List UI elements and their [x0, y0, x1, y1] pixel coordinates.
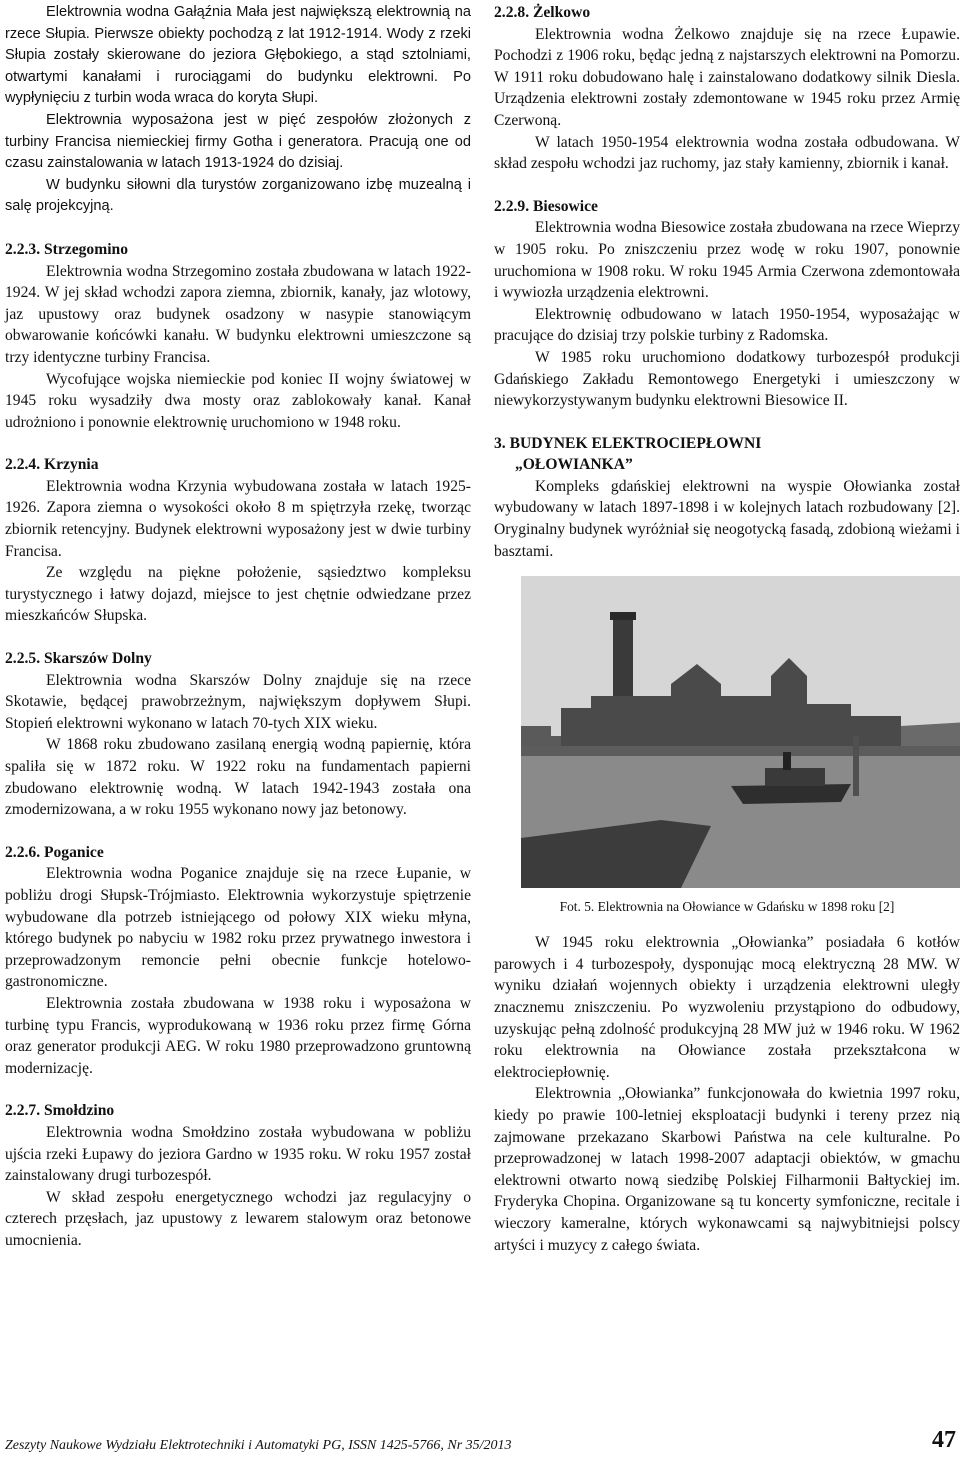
section-heading-strzegomino: 2.2.3. Strzegomino: [5, 240, 128, 258]
paragraph: W 1868 roku zbudowano zasilaną energią wodną papiernię, która spaliła się w 1872 roku. W 1922 roku na fundamentach papierni zbudowano elektrownię wodną. W latach 1942-1943 została ona zmodernizowana, a w roku 1955 wykonano nowy jaz betonowy.: [5, 736, 471, 819]
paragraph: W latach 1950-1954 elektrownia wodna została odbudowana. W skład zespołu wchodzi jaz ruchomy, jaz stały kamienny, zbiornik i kanał.: [494, 133, 960, 173]
paragraph: Elektrownia wodna Żelkowo znajduje się na rzece Łupawie. Pochodzi z 1906 roku, będąc jedną z najstarszych elektrowni na Pomorzu. W 1911 roku dobudowano halę i zainstalowano dodatkowy silnik Diesla. Urządzenia elektrowni zostały zdemontowane w 1945 roku przez Armię Czerwoną.: [494, 25, 960, 129]
page-footer: [5, 1427, 960, 1456]
paragraph: Elektrownia wodna Krzynia wybudowana została w latach 1925-1926. Zapora ziemna o wysokości około 8 m spiętrzyła rzekę, tworząc zbiornik retencyjny. Budynek elektrowni wyposażony jest w dwie turbiny Francisa.: [5, 477, 471, 560]
page-number: 47: [932, 1427, 956, 1453]
paragraph: Elektrownia wyposażona jest w pięć zespołów złożonych z turbiny Francisa niemieckiej firmy Gotha i generatora. Pracują one od czasu zainstalowania w latach 1913-1924 do dzisiaj.: [5, 111, 471, 172]
section-heading-skarszow-dolny: 2.2.5. Skarszów Dolny: [5, 650, 152, 668]
section-heading-smoldzino: 2.2.7. Smołdzino: [5, 1102, 115, 1120]
steamboat: [731, 784, 851, 804]
figure-caption: Fot. 5. Elektrownia na Ołowiance w Gdańsku w 1898 roku [2]: [559, 899, 895, 915]
left-column: [5, 2, 471, 1251]
section-heading-biesowice: 2.2.9. Biesowice: [494, 197, 598, 215]
paragraph: Elektrownia wodna Smołdzino została wybudowana w pobliżu ujścia rzeki Łupawy do jeziora Gardno w 1935 roku. W roku 1957 został zainstalowany drugi turbozespół.: [5, 1123, 471, 1185]
section-heading-krzynia: 2.2.4. Krzynia: [5, 456, 99, 474]
paragraph: Wycofujące wojska niemieckie pod koniec II wojny światowej w 1945 roku wysadziły dwa mosty oraz zablokowały kanał. Kanał udrożniono i ponownie elektrownię uruchomiono w 1948 roku.: [5, 370, 471, 431]
paragraph: Elektrownia wodna Strzegomino została zbudowana w latach 1922-1924. W jej skład wchodzi zapora ziemna, zbiornik, kanały, jaz wlotowy, jaz upustowy oraz budynek osadzony w nasypie stanowiącym obwarowanie końcówki kanału. W budynku elektrowni umieszczone są trzy identyczne turbiny Francisa.: [5, 262, 471, 366]
paragraph: Elektrownia została zbudowana w 1938 roku i wyposażona w turbinę typu Francis, wyprodukowaną w 1936 roku przez firmę Górna oraz generator produkcji AEG. W roku 1980 przeprowadzono gruntowną modernizację.: [5, 994, 471, 1077]
paragraph: Ze względu na piękne położenie, sąsiedztwo kompleksu turystycznego i łatwy dojazd, miejsce to jest chętnie odwiedzane przez mieszkańców Słupska.: [5, 564, 471, 625]
historic-photo-olowianka: [521, 576, 960, 888]
section-heading-zelkowo: 2.2.8. Żelkowo: [494, 4, 591, 21]
chapter-heading-line1: 3. BUDYNEK ELEKTROCIEPŁOWNI: [494, 434, 762, 452]
chapter-heading-line2: „OŁOWIANKA”: [515, 456, 633, 474]
paragraph: Kompleks gdańskiej elektrowni na wyspie Ołowianka został wybudowany w latach 1897-1898 i w kolejnych latach rozbudowany [2]. Oryginalny budynek wyróżniał się neogotycką fasadą, zdobioną wieżami i basztami.: [494, 477, 960, 560]
paragraph: Elektrownia wodna Poganice znajduje się na rzece Łupanie, w pobliżu drogi Słupsk-Trójmiasto. Elektrownia wykorzystuje spiętrzenie wybudowane dla potrzeb istniejącego od połowy XIX wieku młyna, którego budynek po nabyciu w 1982 roku przez prywatnego inwestora i przeprowadzonym remoncie pełni obecnie funkcje hotelowo-gastronomiczne.: [5, 865, 471, 991]
paragraph: W skład zespołu energetycznego wchodzi jaz regulacyjny o czterech przęsłach, jaz upustowy z lewarem stalowym oraz betonowe umocnienia.: [5, 1188, 471, 1249]
paragraph: W 1985 roku uruchomiono dodatkowy turbozespół produkcji Gdańskiego Zakładu Remontowego Energetyki i umieszczony w niewykorzystywanym budynku elektrowni Biesowice II.: [494, 348, 960, 410]
paragraph: W budynku siłowni dla turystów zorganizowano izbę muzealną i salę projekcyjną.: [5, 176, 471, 215]
paragraph: W 1945 roku elektrownia „Ołowianka” posiadała 6 kotłów parowych i 4 turbozespoły, dysponując mocą elektryczną 28 MW. W wyniku działań wojennych obiekty i urządzenia elektrowni uległy znacznemu zniszczeniu. Po wyzwoleniu przystąpiono do odbudowy, uzyskując pełną zdolność produkcyjną 28 MW już w 1946 roku. W 1962 roku elektrownia na Ołowiance została przekształcona w elektrociepłownię.: [494, 934, 960, 1081]
journal-citation: Zeszyty Naukowe Wydziału Elektrotechniki i Automatyki PG, ISSN 1425-5766, Nr 35/2013: [5, 1438, 512, 1453]
right-column: [494, 2, 960, 1256]
paragraph: Elektrownię odbudowano w latach 1950-1954, wyposażając w pracujące do dzisiaj trzy polskie turbiny z Radomska.: [494, 305, 960, 345]
paragraph: Elektrownia „Ołowianka” funkcjonowała do kwietnia 1997 roku, kiedy po prawie 100-letniej eksploatacji budynki i tereny przez nią zajmowane przekazano Skarbowi Państwa na cele kulturalne. Po przeprowadzonej w latach 1998-2007 adaptacji obiektów, w gmachu elektrowni otwarto nową siedzibę Polskiej Filharmonii Bałtyckiej im. Fryderyka Chopina. Organizowane są tu koncerty symfoniczne, recitale i wieczory kameralne, których wykonawcami są najwybitniejsi polscy artyści i muzycy z całego świata.: [494, 1085, 960, 1254]
chapter-heading: [494, 433, 960, 476]
paragraph: Elektrownia wodna Skarszów Dolny znajduje się na rzece Skotawie, będącej prawobrzeżnym, największym dopływem Słupi. Stopień elektrowni wykonano w latach 70-tych XIX wieku.: [5, 671, 471, 732]
paragraph: Elektrownia wodna Biesowice została zbudowana na rzece Wieprzy w 1905 roku. Po zniszczeniu przez wodę w roku 1907, ponownie uruchomiona w 1908 roku. W roku 1945 Armia Czerwona zdemontowała i wywiozła urządzenia elektrowni.: [494, 219, 960, 302]
photo-illustration: [521, 576, 960, 888]
paragraph: Elektrownia wodna Gałąźnia Mała jest największą elektrownią na rzece Słupia. Pierwsze obiekty pochodzą z lat 1912-1914. Wody z rzeki Słupia zostały skierowane do jeziora Głębokiego, a stąd sztolniami, otwartymi kanałami i rurociągami do budynku elektrowni. Po wypłynięciu z turbin woda wraca do koryta Słupi.: [5, 4, 471, 107]
section-heading-poganice: 2.2.6. Poganice: [5, 843, 104, 861]
